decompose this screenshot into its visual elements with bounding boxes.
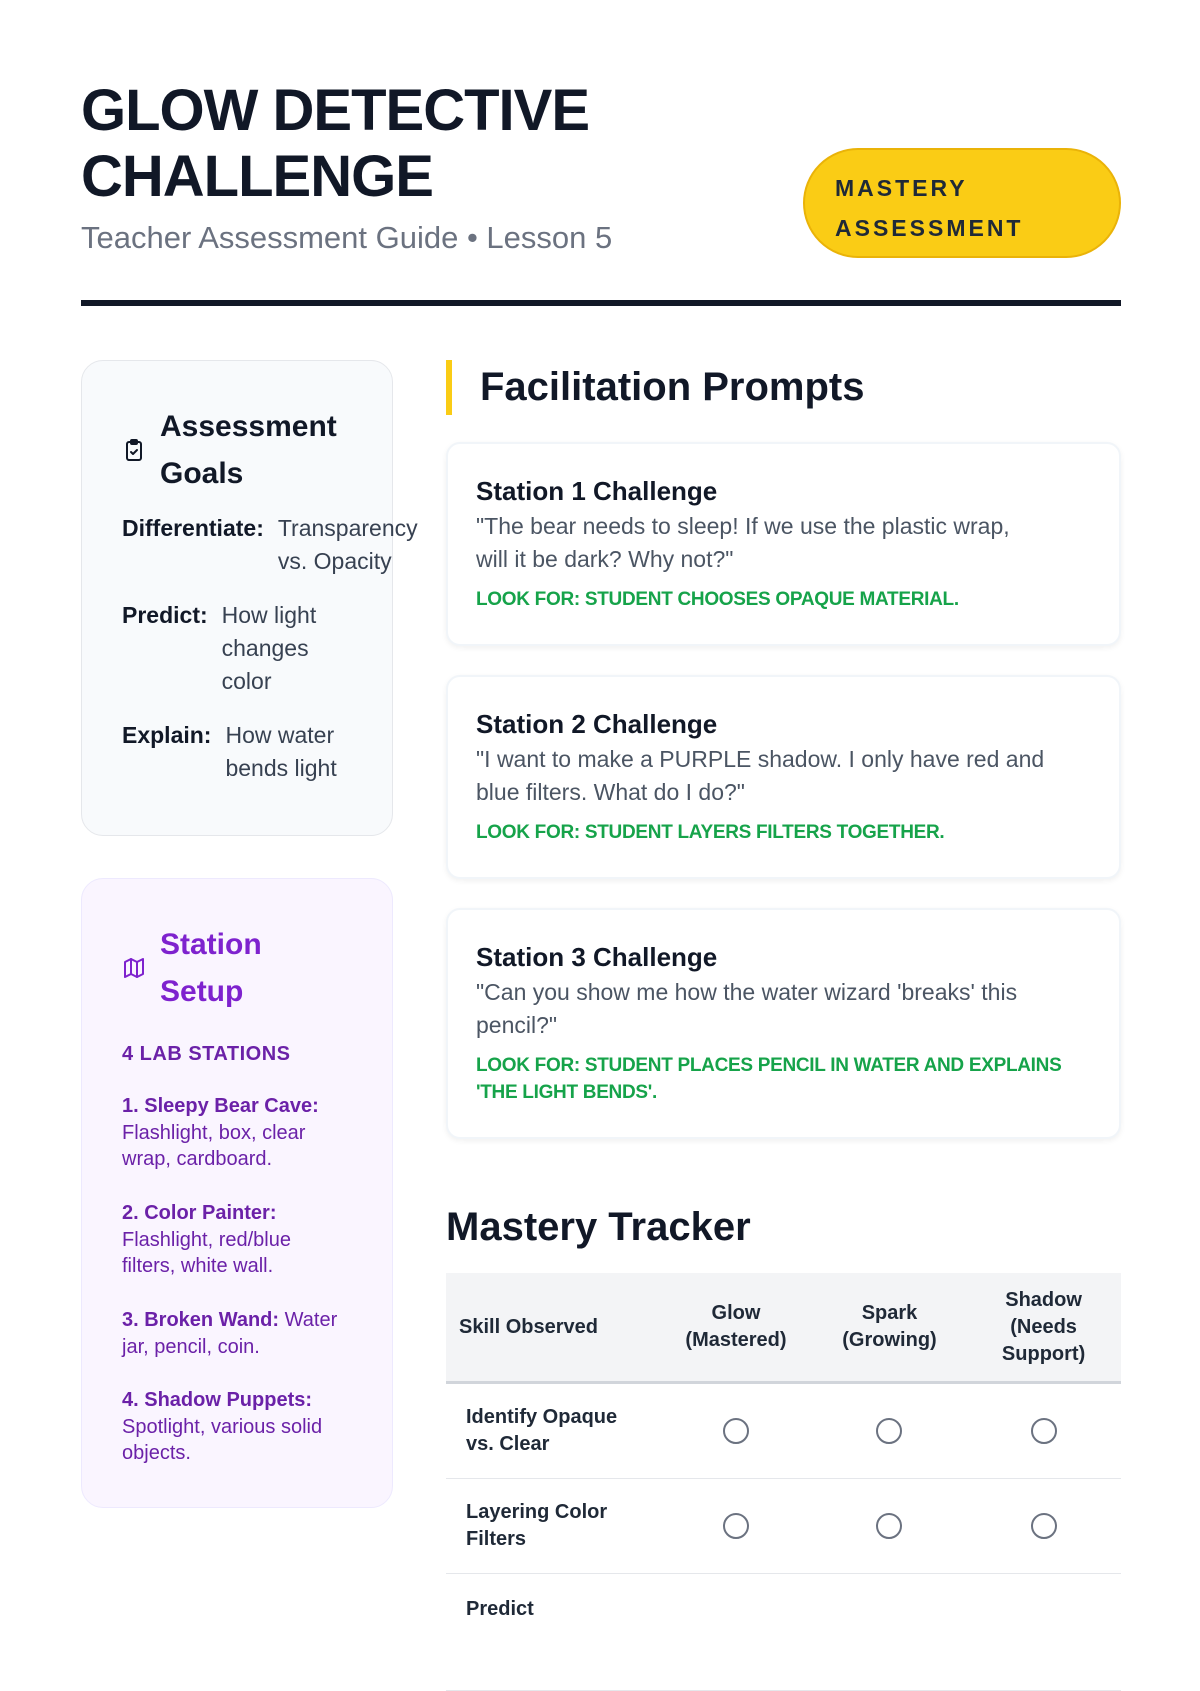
goal-value: [278, 512, 418, 578]
column-header-spark: [813, 1273, 966, 1383]
goal-label: Predict:: [122, 602, 208, 628]
prompt-quote: [476, 510, 1091, 576]
shadow-cell: [966, 1383, 1121, 1479]
prompt-title: Station 2 Challenge: [476, 709, 718, 739]
station-name: 4. Shadow Puppets:: [122, 1389, 313, 1411]
mastery-tracker-table: [446, 1273, 1121, 1691]
prompt-quote-line: "I want to make a PURPLE shadow. I only have red and: [476, 746, 1045, 772]
column-header-line: Support): [1001, 1342, 1086, 1365]
prompt-look-for-line: 'THE LIGHT BENDS'.: [476, 1082, 657, 1103]
prompt-look-for: LOOK FOR: STUDENT CHOOSES OPAQUE MATERIAL.: [476, 589, 959, 610]
skill-cell: [446, 1574, 659, 1691]
prompt-quote: [476, 976, 1091, 1042]
assessment-goals-header: [122, 403, 360, 497]
table-row: [446, 1383, 1121, 1479]
goal-differentiate: [122, 512, 418, 578]
assessment-goals-title-line-1: Assessment: [160, 410, 337, 443]
prompt-look-for: [476, 1052, 1091, 1106]
assessment-goals-title-line-2: Goals: [160, 457, 244, 490]
skill-cell: [446, 1479, 659, 1574]
facilitation-title: Facilitation Prompts: [480, 365, 865, 409]
shadow-radio[interactable]: [1031, 1513, 1057, 1539]
prompt-quote-line: will it be dark? Why not?": [476, 546, 734, 572]
shadow-radio[interactable]: [1031, 1418, 1057, 1444]
prompt-look-for: LOOK FOR: STUDENT LAYERS FILTERS TOGETHER.: [476, 822, 945, 843]
lab-stations-count: 4 LAB STATIONS: [122, 1043, 291, 1065]
page-title: [81, 78, 681, 210]
column-header-line: (Mastered): [685, 1329, 787, 1351]
skill-cell: [446, 1383, 659, 1479]
station-name: 1. Sleepy Bear Cave:: [122, 1095, 319, 1117]
prompt-card-station-2: [446, 675, 1121, 879]
goal-label: Differentiate:: [122, 515, 264, 541]
column-header-shadow: [966, 1273, 1121, 1383]
badge-line-1: MASTERY: [835, 175, 968, 201]
mastery-tracker-title: Mastery Tracker: [446, 1205, 751, 1249]
header: [81, 78, 1121, 308]
column-header-line: Spark: [861, 1302, 918, 1324]
skill-line: Identify Opaque: [466, 1406, 618, 1428]
prompt-look-for-line: LOOK FOR: STUDENT PLACES PENCIL IN WATER AND EXPLAINS: [476, 1055, 1062, 1076]
goal-value-line: How light: [221, 602, 317, 628]
prompt-quote-line: "Can you show me how the water wizard 'breaks' this: [476, 979, 1018, 1005]
facilitation-header: [446, 360, 865, 415]
station-materials: Flashlight, red/blue: [122, 1228, 291, 1251]
header-divider: [81, 300, 1121, 306]
glow-cell: [659, 1479, 813, 1574]
spark-radio[interactable]: [876, 1513, 902, 1539]
prompt-quote-line: pencil?": [476, 1012, 558, 1038]
station-materials: wrap, cardboard.: [122, 1148, 273, 1170]
station-name: 3. Broken Wand:: [122, 1309, 280, 1331]
glow-radio[interactable]: [723, 1513, 749, 1539]
station-setup-title-line-1: Station: [160, 928, 262, 961]
prompt-quote: [476, 743, 1091, 809]
station-materials: Spotlight, various solid: [122, 1415, 323, 1438]
station-setup-card: [81, 878, 393, 1508]
prompt-card-station-3: [446, 908, 1121, 1139]
title-line-2: CHALLENGE: [81, 144, 433, 209]
table-header-row: [446, 1273, 1121, 1383]
title-line-1: GLOW DETECTIVE: [81, 78, 589, 143]
goal-value: [225, 719, 336, 785]
column-header-glow: [659, 1273, 813, 1383]
mastery-assessment-badge: [803, 148, 1121, 258]
page-subtitle: Teacher Assessment Guide • Lesson 5: [81, 220, 613, 255]
column-header-line: (Growing): [842, 1329, 937, 1351]
station-item-broken-wand: [122, 1307, 362, 1360]
assessment-goals-card: [81, 360, 418, 836]
shadow-cell: [966, 1479, 1121, 1574]
station-item-sleepy-bear-cave: [122, 1093, 362, 1173]
goal-value-line: color: [221, 668, 272, 694]
goal-value-line: How water: [225, 722, 335, 748]
prompt-card-station-1: [446, 442, 1121, 646]
spark-cell: [813, 1383, 966, 1479]
prompt-quote-line: "The bear needs to sleep! If we use the plastic wrap,: [476, 513, 1010, 539]
station-name: 2. Color Painter:: [122, 1202, 277, 1224]
goal-value-line: Transparency: [277, 515, 418, 541]
column-header-line: (Needs: [1010, 1315, 1077, 1338]
goal-explain: [122, 719, 337, 785]
map-icon: [122, 956, 146, 980]
skill-line: Predict: [466, 1598, 534, 1620]
glow-cell: [659, 1574, 813, 1691]
badge-line-2: ASSESSMENT: [835, 215, 1024, 241]
spark-cell: [813, 1479, 966, 1574]
station-materials: Flashlight, box, clear: [122, 1121, 306, 1144]
clipboard-check-icon: [122, 438, 146, 462]
column-header-line: Glow: [711, 1302, 761, 1324]
station-materials: jar, pencil, coin.: [122, 1335, 260, 1358]
station-setup-title: [160, 921, 360, 1015]
assessment-goals-title: [160, 403, 360, 497]
goal-value-line: changes: [221, 635, 309, 661]
goal-value: [222, 599, 317, 698]
column-header-line: Shadow: [1005, 1288, 1082, 1311]
goal-value-line: bends light: [225, 755, 337, 781]
shadow-cell: [966, 1574, 1121, 1691]
column-header-skill: Skill Observed: [446, 1273, 659, 1383]
station-setup-header: [122, 921, 360, 1015]
spark-cell: [813, 1574, 966, 1691]
glow-radio[interactable]: [723, 1418, 749, 1444]
station-item-color-painter: [122, 1200, 362, 1280]
goal-value-line: vs. Opacity: [277, 548, 392, 574]
station-materials: Water: [284, 1309, 338, 1331]
glow-cell: [659, 1383, 813, 1479]
skill-line: vs. Clear: [466, 1433, 550, 1455]
table-row: [446, 1574, 1121, 1691]
skill-line: Filters: [466, 1528, 527, 1550]
table-row: [446, 1479, 1121, 1574]
station-materials: objects.: [122, 1442, 191, 1464]
station-item-shadow-puppets: [122, 1387, 362, 1467]
prompt-quote-line: blue filters. What do I do?": [476, 779, 745, 805]
prompt-title: Station 3 Challenge: [476, 942, 718, 972]
station-setup-title-line-2: Setup: [160, 975, 244, 1008]
spark-radio[interactable]: [876, 1418, 902, 1444]
goal-predict: [122, 599, 316, 698]
prompt-title: Station 1 Challenge: [476, 476, 718, 506]
goal-label: Explain:: [122, 722, 212, 748]
station-materials: filters, white wall.: [122, 1255, 274, 1277]
skill-line: Layering Color: [466, 1501, 608, 1523]
